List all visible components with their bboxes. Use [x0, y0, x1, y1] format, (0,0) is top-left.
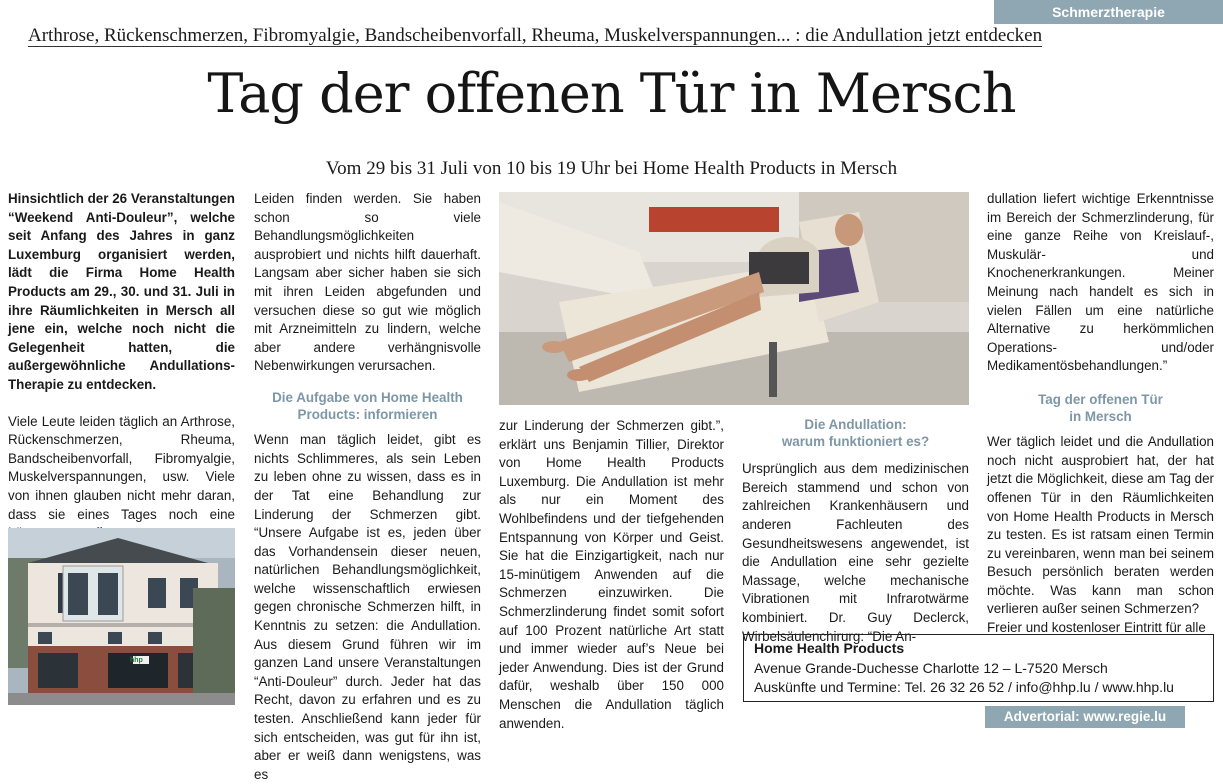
- kicker-text: Arthrose, Rückenschmerzen, Fibromyalgie, Bandscheibenvorfall, Rheuma, Muskelverspannungen... : die Andullation jetzt entdecken: [28, 25, 1043, 46]
- kicker: [28, 25, 1198, 47]
- subheading-line: Die Andullation:: [804, 417, 907, 432]
- subheading-line: in Mersch: [1069, 408, 1132, 424]
- company-contact: Auskünfte und Termine: Tel. 26 32 26 52 / info@hhp.lu / www.hhp.lu: [754, 679, 1174, 695]
- subheading-line: Products: informieren: [297, 406, 438, 422]
- contact-box: [743, 634, 1214, 702]
- body-paragraph: Wer täglich leidet und die Andullation noch nicht ausprobiert hat, der hat jetzt die Möglichkeit, diese am Tag der offenen Tür in den Räumlichkeiten von Home Health Products in Mersch zu testen. Es ist ratsam einen Termin zu vereinbaren, wenn man bei seinem Besuch persönlich beraten werden möchte. Was kann man schon verlieren außer seinen Schmerzen?: [987, 434, 1214, 617]
- body-paragraph: dullation liefert wichtige Erkenntnisse im Bereich der Schmerzlinderung, für eine ganze Reihe von Kreislauf-, Muskulär- und Knochenerkrankungen. Meiner Meinung nach handelt es sich in vielen Fällen um eine natürliche Alternative zu herkömmlichen Operations- und/oder Medikamentösbehandlungen.”: [987, 191, 1214, 374]
- subheadline: Vom 29 bis 31 Juli von 10 bis 19 Uhr bei Home Health Products in Mersch: [325, 158, 898, 179]
- advertorial-footer: Advertorial: www.regie.lu: [985, 706, 1185, 728]
- column-4: [742, 417, 969, 646]
- body-paragraph: Leiden finden werden. Sie haben schon so viele Behandlungsmöglichkeiten ausprobiert und nichts hilft dauerhaft. Langsam aber sicher haben sie sich mit ihren Leiden abgefunden und versuchen diese so gut wie möglich mit Arzneimitteln zu lindern, welche aber andere verhängnisvolle Nebenwirkungen verursachen.: [254, 191, 481, 374]
- column-5: [987, 190, 1214, 638]
- company-address: Avenue Grande-Duchesse Charlotte 12 – L-7520 Mersch: [754, 659, 1108, 676]
- body-paragraph: Ursprünglich aus dem medizinischen Bereich stammend und schon von zahlreichen Krankenhäusern und anderen Fachleuten des Gesundheitswesens angewendet, ist die Andullation eine sehr gezielte Massage, welche mechanische Vibrationen mit Infrarotwärme kombiniert. Dr. Guy Declerck, Wirbelsäulenchirurg: “Die An-: [742, 461, 969, 644]
- section-tag: Schmerztherapie: [994, 0, 1223, 24]
- subheading: [254, 390, 481, 423]
- subheading: [987, 392, 1214, 425]
- subheading-line: Die Aufgabe von Home Health: [272, 389, 463, 405]
- column-2: [254, 190, 481, 784]
- storefront-sign: hhp: [130, 657, 143, 664]
- subheading-line: warum funktioniert es?: [781, 433, 930, 449]
- storefront-photo: [8, 528, 235, 705]
- body-paragraph: Wenn man täglich leidet, gibt es nichts Schlimmeres, als sein Leben zu leben ohne zu wissen, dass es in der Tat eine Behandlung zur Linderung der Schmerzen gibt. “Unsere Aufgabe ist es, jeden über das Vorhandensein dieser neuen, natürlichen Behandlungsmöglichkeit, welche wissenschaftlich erwiesen gegen chronische Schmerzen hilft, in Kenntnis zu setzen: die Andullation. Aus diesem Grund führen wir im ganzen Land unsere Veranstaltungen “Anti-Douleur” durch. Jeder hat das Recht, davon zu erfahren und es zu testen. Anschließend kann jeder für sich entscheiden, was gut für ihn ist, aber er weiß dann wenigstens, was es: [254, 432, 481, 782]
- body-paragraph: Viele Leute leiden täglich an Arthrose, Rückenschmerzen, Rheuma, Bandscheibenvorfall, Fibromyalgie, Muskelverspannungen, usw. Viele von ihnen glauben nicht mehr daran, dass sie eines Tages noch eine: [8, 413, 235, 522]
- body-paragraph: Freier und kostenloser Eintritt für alle: [987, 620, 1206, 636]
- lead-paragraph: Hinsichtlich der 26 Veranstaltungen “Weekend Anti-Douleur”, welche seit Anfang des Jahres in ganz Luxemburg organisiert werden, lädt die Firma Home Health Products am 29., 30. und 31. Juli in ihre Räumlichkeiten in Mersch all jene ein, welche noch nicht die Gelegenheit hatten, die außergewöhnliche Andullations-Therapie zu entdecken.: [8, 191, 235, 392]
- andullation-photo: [499, 192, 969, 405]
- company-name: Home Health Products: [754, 640, 905, 656]
- subheading-line: Tag der offenen Tür: [1038, 391, 1163, 407]
- headline: Tag der offenen Tür in Mersch: [207, 62, 1016, 125]
- body-paragraph: zur Linderung der Schmerzen gibt.”, erklärt uns Benjamin Tillier, Direktor von Home Health Products Luxemburg. Die Andullation ist mehr als nur ein Moment des Wohlbefindens und der tiefgehenden Entspannung von Körper und Geist. Sie hat die Einzigartigkeit, nach nur 15-minütigem Anwenden auf die Schmerzen einzuwirken. Die Schmerzlinderung findet somit sofort auf 100 Prozent natürliche Art statt und immer wieder auf’s Neue bei jeder Anwendung. Dies ist der Grund dafür, weshalb über 150 000 Menschen die Andullation täglich anwenden.: [499, 418, 724, 731]
- andullation-illustration: [499, 192, 969, 405]
- column-3: [499, 417, 724, 733]
- column-1: [8, 190, 235, 543]
- subheading: [742, 417, 969, 450]
- storefront-illustration: [8, 528, 235, 705]
